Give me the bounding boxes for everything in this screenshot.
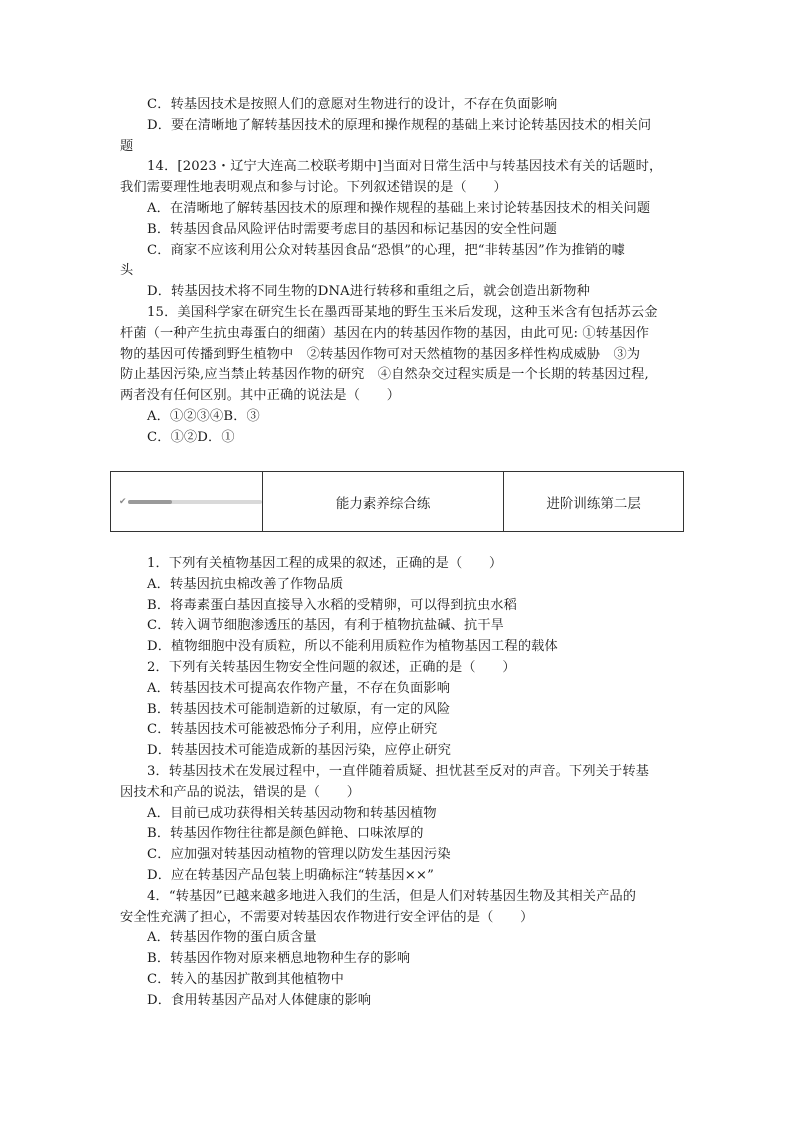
section-banner <box>110 471 684 532</box>
question-4-stem: 4．“转基因”已越来越多地进入我们的生活，但是人们对转基因生物及其相关产品的 <box>147 888 637 904</box>
question-3-stem: 3．转基因技术在发展过程中，一直伴随着质疑、担忧甚至反对的声音。下列关于转基 <box>147 763 650 779</box>
question-14-stem: 14．[2023・辽宁大连高二校联考期中]当面对日常生活中与转基因技术有关的话题时， <box>147 159 663 175</box>
option-c-q14: C．商家不应该利用公众对转基因食品“恐惧”的心理，把“非转基因”作为推销的噱 <box>147 242 625 258</box>
option-c-q13: C．转基因技术是按照人们的意愿对生物进行的设计，不存在负面影响 <box>147 97 558 112</box>
option-a-q14: A．在清晰地了解转基因技术的原理和操作规程的基础上来讨论转基因技术的相关问题 <box>147 200 651 216</box>
question-15-stem-line5: 两者没有任何区别。其中正确的说法是（ ） <box>120 388 401 404</box>
question-2-stem: 2．下列有关转基因生物安全性问题的叙述，正确的是（ ） <box>147 659 516 675</box>
banner-title: 能力素养综合练 <box>263 472 504 531</box>
question-3-stem-cont: 因技术和产品的说法，错误的是（ ） <box>120 784 361 800</box>
banner-level: 进阶训练第二层 <box>546 495 641 512</box>
question-14-stem-cont: 我们需要理性地表明观点和参与讨论。下列叙述错误的是（ ） <box>120 180 507 196</box>
questions-section-bottom <box>120 554 685 1012</box>
progress-fill <box>128 500 172 504</box>
option-a-q4: A．转基因作物的蛋白质含量 <box>147 930 317 946</box>
options-cd-q15: C．①②D．① <box>147 429 235 445</box>
question-1-stem: 1．下列有关植物基因工程的成果的叙述，正确的是（ ） <box>147 556 503 571</box>
progress-bar <box>128 500 262 504</box>
option-c-q3: C．应加强对转基因动植物的管理以防发生基因污染 <box>147 847 451 863</box>
progress-cell <box>111 472 263 531</box>
option-c-q14-cont: 头 <box>120 263 134 279</box>
option-a-q2: A．转基因技术可提高农作物产量，不存在负面影响 <box>147 680 451 696</box>
option-b-q3: B．转基因作物往往都是颜色鲜艳、口味浓厚的 <box>147 826 424 842</box>
question-4-stem-cont: 安全性充满了担心，不需要对转基因农作物进行安全评估的是（ ） <box>120 909 534 925</box>
option-a-q1: A．转基因抗虫棉改善了作物品质 <box>147 576 344 592</box>
question-15-stem-line2: 杆菌（一种产生抗虫毒蛋白的细菌）基因在内的转基因作物的基因，由此可见: ①转基因作 <box>120 325 650 341</box>
option-c-q2: C．转基因技术可能被恐怖分子利用，应停止研究 <box>147 722 438 738</box>
question-15-stem-line4: 防止基因污染,应当禁止转基因作物的研究 ④自然杂交过程实质是一个长期的转基因过程, <box>120 367 649 383</box>
option-c-q1: C．转入调节细胞渗透压的基因，有利于植物抗盐碱、抗干旱 <box>147 618 505 634</box>
option-d-q13-cont: 题 <box>120 138 134 154</box>
option-b-q1: B．将毒素蛋白基因直接导入水稻的受精卵，可以得到抗虫水稻 <box>147 597 517 613</box>
option-d-q2: D．转基因技术可能造成新的基因污染，应停止研究 <box>147 743 452 759</box>
question-15-stem: 15．美国科学家在研究生长在墨西哥某地的野生玉米后发现，这种玉米含有包括苏云金 <box>147 304 658 320</box>
option-b-q2: B．转基因技术可能制造新的过敏原，有一定的风险 <box>147 701 451 717</box>
option-d-q4: D．食用转基因产品对人体健康的影响 <box>147 992 372 1008</box>
option-d-q14: D．转基因技术将不同生物的DNA进行转移和重组之后，就会创造出新物种 <box>147 284 590 300</box>
option-c-q4: C．转入的基因扩散到其他植物中 <box>147 971 344 987</box>
option-d-q3: D．应在转基因产品包装上明确标注“转基因××” <box>147 867 434 883</box>
questions-section-top <box>120 95 685 449</box>
option-d-q1: D．植物细胞中没有质粒，所以不能利用质粒作为植物基因工程的载体 <box>147 639 558 655</box>
option-b-q4: B．转基因作物对原来栖息地物种生存的影响 <box>147 951 411 967</box>
check-icon: ✔ <box>119 496 127 507</box>
option-b-q14: B．转基因食品风险评估时需要考虑目的基因和标记基因的安全性问题 <box>147 221 557 237</box>
options-ab-q15: A．①②③④B．③ <box>147 408 260 424</box>
option-d-q13: D．要在清晰地了解转基因技术的原理和操作规程的基础上来讨论转基因技术的相关问 <box>147 117 652 133</box>
question-15-stem-line3: 物的基因可传播到野生植物中 ②转基因作物可对天然植物的基因多样性构成威胁 ③为 <box>120 346 641 362</box>
option-a-q3: A．目前已成功获得相关转基因动物和转基因植物 <box>147 805 437 821</box>
